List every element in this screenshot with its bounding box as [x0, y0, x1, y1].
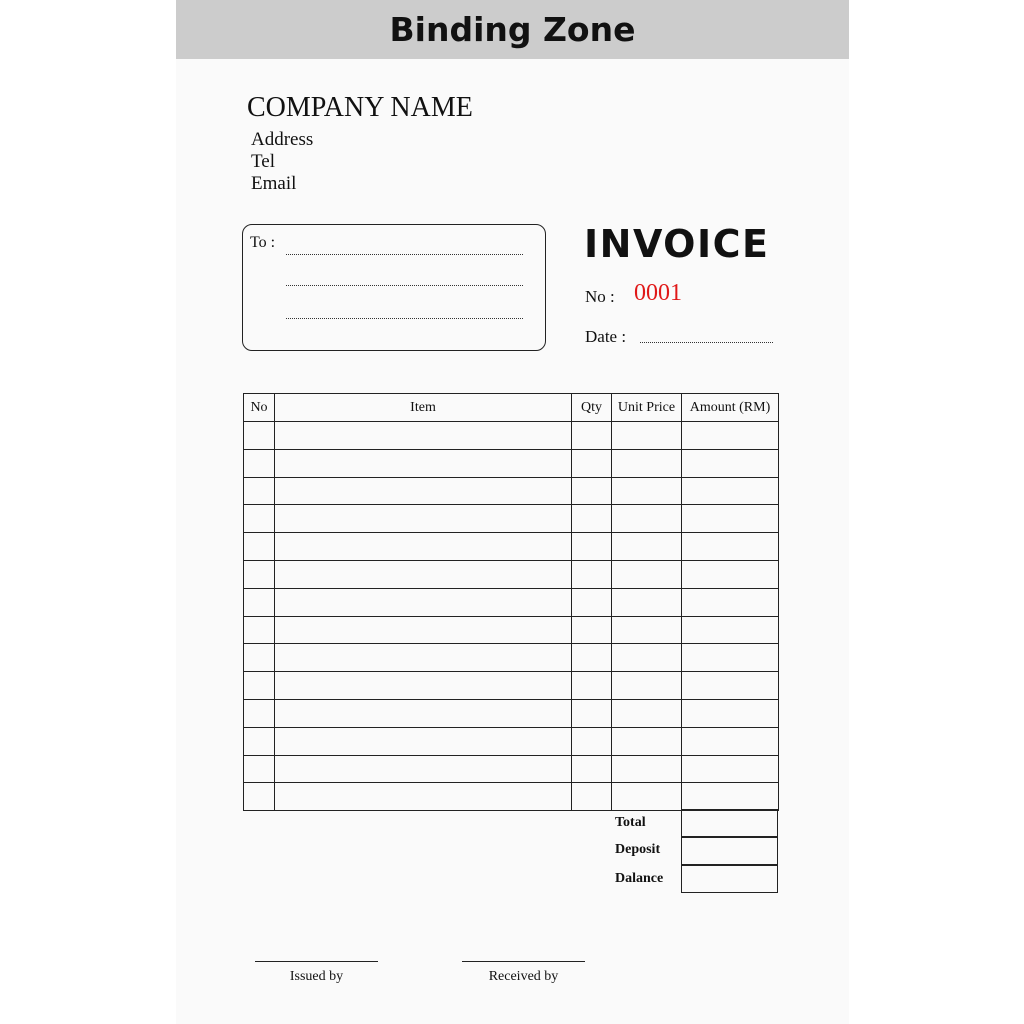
cell-item[interactable] — [275, 672, 572, 700]
cell-amount[interactable] — [682, 533, 779, 561]
cell-no[interactable] — [244, 422, 275, 450]
binding-zone-header: Binding Zone — [176, 0, 849, 59]
table-header-row — [244, 394, 779, 422]
cell-amount[interactable] — [682, 616, 779, 644]
items-table — [243, 393, 779, 811]
cell-item[interactable] — [275, 588, 572, 616]
cell-unit-price[interactable] — [612, 755, 682, 783]
cell-qty[interactable] — [572, 644, 612, 672]
table-row — [244, 477, 779, 505]
cell-unit-price[interactable] — [612, 533, 682, 561]
cell-qty[interactable] — [572, 560, 612, 588]
cell-amount[interactable] — [682, 727, 779, 755]
cell-amount[interactable] — [682, 699, 779, 727]
cell-item[interactable] — [275, 477, 572, 505]
recipient-line-2[interactable] — [286, 285, 523, 286]
date-label: Date : — [585, 327, 627, 346]
cell-unit-price[interactable] — [612, 672, 682, 700]
cell-amount[interactable] — [682, 672, 779, 700]
table-row — [244, 449, 779, 477]
table-row — [244, 672, 779, 700]
cell-amount[interactable] — [682, 422, 779, 450]
cell-qty[interactable] — [572, 727, 612, 755]
cell-item[interactable] — [275, 533, 572, 561]
total-label: Total — [615, 815, 646, 830]
deposit-field[interactable] — [681, 837, 778, 865]
cell-no[interactable] — [244, 644, 275, 672]
recipient-box — [242, 224, 546, 351]
balance-label: Dalance — [615, 871, 664, 886]
cell-item[interactable] — [275, 616, 572, 644]
cell-qty[interactable] — [572, 755, 612, 783]
table-row — [244, 727, 779, 755]
column-header-amount: Amount (RM) — [682, 394, 779, 422]
cell-item[interactable] — [275, 644, 572, 672]
cell-qty[interactable] — [572, 672, 612, 700]
cell-no[interactable] — [244, 755, 275, 783]
table-row — [244, 505, 779, 533]
cell-amount[interactable] — [682, 588, 779, 616]
cell-no[interactable] — [244, 449, 275, 477]
table-row — [244, 783, 779, 811]
cell-unit-price[interactable] — [612, 783, 682, 811]
cell-no[interactable] — [244, 727, 275, 755]
table-row — [244, 533, 779, 561]
total-field[interactable] — [681, 809, 778, 837]
cell-qty[interactable] — [572, 783, 612, 811]
recipient-line-1[interactable] — [286, 254, 523, 255]
table-row — [244, 422, 779, 450]
cell-no[interactable] — [244, 672, 275, 700]
cell-unit-price[interactable] — [612, 422, 682, 450]
cell-no[interactable] — [244, 783, 275, 811]
deposit-label: Deposit — [615, 842, 661, 857]
cell-qty[interactable] — [572, 699, 612, 727]
cell-item[interactable] — [275, 727, 572, 755]
balance-field[interactable] — [681, 865, 778, 893]
cell-item[interactable] — [275, 560, 572, 588]
cell-amount[interactable] — [682, 644, 779, 672]
table-row — [244, 560, 779, 588]
cell-qty[interactable] — [572, 422, 612, 450]
cell-amount[interactable] — [682, 755, 779, 783]
cell-amount[interactable] — [682, 560, 779, 588]
cell-no[interactable] — [244, 699, 275, 727]
cell-unit-price[interactable] — [612, 727, 682, 755]
column-header-item: Item — [275, 394, 572, 422]
cell-no[interactable] — [244, 616, 275, 644]
invoice-number-label: No : — [585, 287, 615, 306]
cell-qty[interactable] — [572, 505, 612, 533]
cell-no[interactable] — [244, 533, 275, 561]
cell-unit-price[interactable] — [612, 505, 682, 533]
issued-by-label: Issued by — [289, 969, 344, 984]
cell-amount[interactable] — [682, 477, 779, 505]
cell-unit-price[interactable] — [612, 644, 682, 672]
table-row — [244, 616, 779, 644]
cell-item[interactable] — [275, 422, 572, 450]
to-label: To : — [250, 234, 276, 251]
company-name: COMPANY NAME — [247, 92, 473, 123]
cell-qty[interactable] — [572, 588, 612, 616]
cell-amount[interactable] — [682, 783, 779, 811]
company-address: Address — [251, 129, 314, 150]
received-by-line[interactable] — [462, 961, 585, 962]
cell-unit-price[interactable] — [612, 449, 682, 477]
table-row — [244, 588, 779, 616]
company-tel: Tel — [251, 151, 275, 172]
cell-unit-price[interactable] — [612, 699, 682, 727]
cell-qty[interactable] — [572, 477, 612, 505]
table-row — [244, 699, 779, 727]
cell-item[interactable] — [275, 783, 572, 811]
invoice-title: INVOICE — [584, 222, 770, 266]
cell-no[interactable] — [244, 505, 275, 533]
column-header-no: No — [244, 394, 275, 422]
cell-item[interactable] — [275, 755, 572, 783]
cell-amount[interactable] — [682, 449, 779, 477]
cell-no[interactable] — [244, 560, 275, 588]
table-row — [244, 755, 779, 783]
column-header-qty: Qty — [572, 394, 612, 422]
company-email: Email — [251, 173, 297, 194]
column-header-unit-price: Unit Price — [612, 394, 682, 422]
cell-qty[interactable] — [572, 616, 612, 644]
recipient-line-3[interactable] — [286, 318, 523, 319]
cell-unit-price[interactable] — [612, 588, 682, 616]
issued-by-line[interactable] — [255, 961, 378, 962]
cell-unit-price[interactable] — [612, 477, 682, 505]
cell-item[interactable] — [275, 449, 572, 477]
cell-item[interactable] — [275, 505, 572, 533]
date-field[interactable] — [640, 342, 773, 343]
cell-no[interactable] — [244, 477, 275, 505]
cell-qty[interactable] — [572, 533, 612, 561]
cell-unit-price[interactable] — [612, 560, 682, 588]
cell-amount[interactable] — [682, 505, 779, 533]
cell-no[interactable] — [244, 588, 275, 616]
cell-item[interactable] — [275, 699, 572, 727]
received-by-label: Received by — [488, 969, 559, 984]
cell-qty[interactable] — [572, 449, 612, 477]
table-row — [244, 644, 779, 672]
cell-unit-price[interactable] — [612, 616, 682, 644]
invoice-number: 0001 — [634, 280, 682, 306]
